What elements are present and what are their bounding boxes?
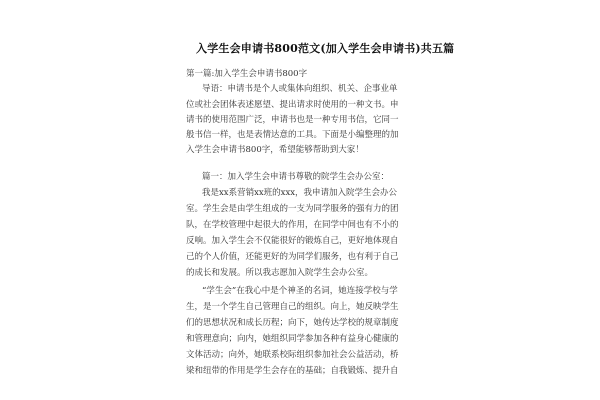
body-line: 队，在学校管理中起很大的作用，在同学中间也有不小的: [186, 220, 399, 230]
body-line: 室。学生会是由学生组成的一支为同学服务的强有力的团: [186, 204, 399, 214]
body-line: 们的思想状况和成长历程；向下，她传达学校的规章制度: [186, 318, 399, 328]
body-line: 和管理意向；向内，她组织同学参加各种有益身心健康的: [186, 334, 399, 344]
intro-line: 导语：申请书是个人或集体向组织、机关、企事业单: [202, 84, 398, 94]
intro-line: 请书的使用范围广泛，申请书也是一种专用书信，它同一: [186, 115, 399, 125]
body-line: 反响。加入学生会不仅能很好的锻炼自己，更好地体现自: [186, 236, 399, 246]
body-line: 己的个人价值，还能更好的为同学们服务，也有利于自己: [186, 252, 399, 262]
body-line: 文体活动；向外，她联系校际组织参加社会公益活动，桥: [186, 350, 399, 360]
intro-line: 位或社会团体表述愿望、提出请求时使用的一种文书。申: [186, 100, 399, 110]
intro-line: 入学生会申请书800字，希望能够帮助到大家！: [186, 145, 364, 155]
body-line: 的成长和发展。所以我志愿加入院学生会办公室。: [186, 268, 374, 278]
intro-line: 般书信一样，也是表情达意的工具。下面是小编整理的加: [186, 130, 399, 140]
body-line: 生，是一个学生自己管理自己的组织。向上，她反映学生: [186, 302, 399, 312]
body-line: 梁和纽带的作用是学生会存在的基础；自我锻炼、提升自: [186, 366, 399, 376]
body-line: “学生会”在我心中是个神圣的名词，她连接学校与学: [202, 286, 398, 296]
section-heading: 第一篇:加入学生会申请书800字: [186, 69, 308, 79]
document-title: 入学生会申请书800范文(加入学生会申请书)共五篇: [196, 42, 455, 55]
body-line: 我是xx系营销xx班的xxx，我申请加入院学生会办公: [202, 188, 398, 198]
article-heading: 篇一：加入学生会申请书尊敬的院学生会办公室：: [202, 172, 390, 182]
